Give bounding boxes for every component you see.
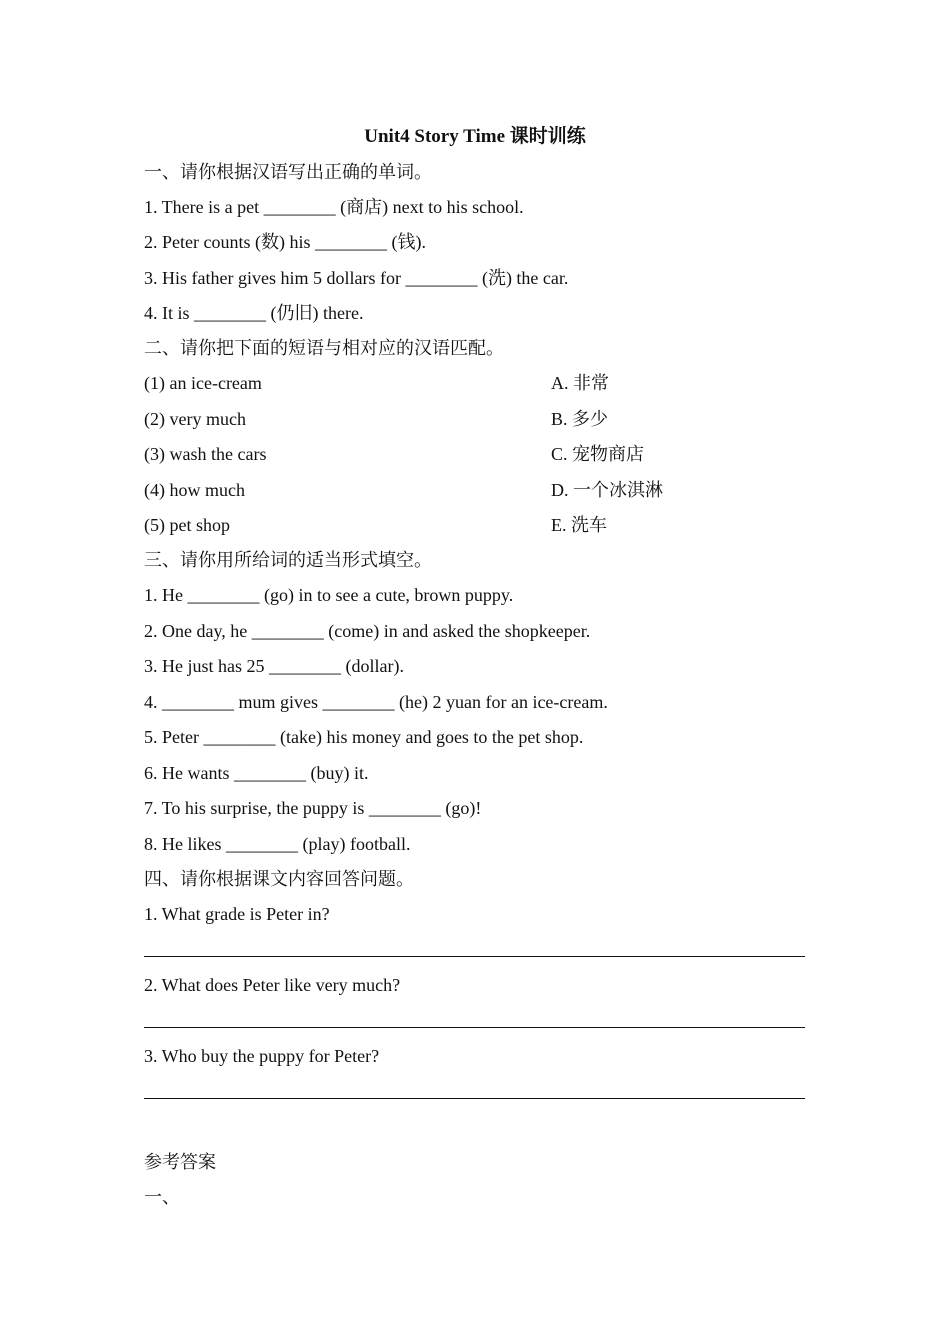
section1-item-3: 3. His father gives him 5 dollars for ________ (洗) the car.	[144, 268, 569, 288]
section1-item-1: 1. There is a pet ________ (商店) next to his school.	[144, 197, 524, 217]
section3-item-4: 4. ________ mum gives ________ (he) 2 yuan for an ice-cream.	[144, 692, 608, 712]
answer-line-1	[144, 956, 805, 957]
match-phrase-4: (4) how much	[144, 480, 245, 500]
answer-line-2	[144, 1027, 805, 1028]
section2-heading: 二、请你把下面的短语与相对应的汉语匹配。	[144, 338, 504, 358]
answer-line-3	[144, 1098, 805, 1099]
section3-item-2: 2. One day, he ________ (come) in and asked the shopkeeper.	[144, 621, 591, 641]
section3-item-7: 7. To his surprise, the puppy is ________ (go)!	[144, 798, 482, 818]
match-phrase-5: (5) pet shop	[144, 515, 230, 535]
section3-item-1: 1. He ________ (go) in to see a cute, brown puppy.	[144, 585, 514, 605]
answers-section-1: 一、	[144, 1187, 180, 1207]
section1-item-2: 2. Peter counts (数) his ________ (钱).	[144, 232, 426, 252]
section3-item-3: 3. He just has 25 ________ (dollar).	[144, 656, 404, 676]
match-phrase-3: (3) wash the cars	[144, 444, 267, 464]
section3-item-6: 6. He wants ________ (buy) it.	[144, 763, 369, 783]
section1-heading: 一、请你根据汉语写出正确的单词。	[144, 162, 432, 182]
match-option-e: E. 洗车	[551, 515, 607, 535]
section3-item-5: 5. Peter ________ (take) his money and goes to the pet shop.	[144, 727, 584, 747]
section4-question-3: 3. Who buy the puppy for Peter?	[144, 1046, 380, 1066]
match-option-d: D. 一个冰淇淋	[551, 480, 663, 500]
match-option-b: B. 多少	[551, 409, 609, 429]
match-phrase-1: (1) an ice-cream	[144, 373, 262, 393]
section4-question-2: 2. What does Peter like very much?	[144, 975, 401, 995]
answers-heading: 参考答案	[144, 1152, 216, 1172]
section4-question-1: 1. What grade is Peter in?	[144, 904, 330, 924]
match-phrase-2: (2) very much	[144, 409, 246, 429]
section1-item-4: 4. It is ________ (仍旧) there.	[144, 303, 364, 323]
section4-heading: 四、请你根据课文内容回答问题。	[144, 869, 414, 889]
match-option-a: A. 非常	[551, 373, 609, 393]
section3-item-8: 8. He likes ________ (play) football.	[144, 834, 411, 854]
section3-heading: 三、请你用所给词的适当形式填空。	[144, 550, 432, 570]
match-option-c: C. 宠物商店	[551, 444, 645, 464]
page-title: Unit4 Story Time 课时训练	[364, 126, 586, 147]
